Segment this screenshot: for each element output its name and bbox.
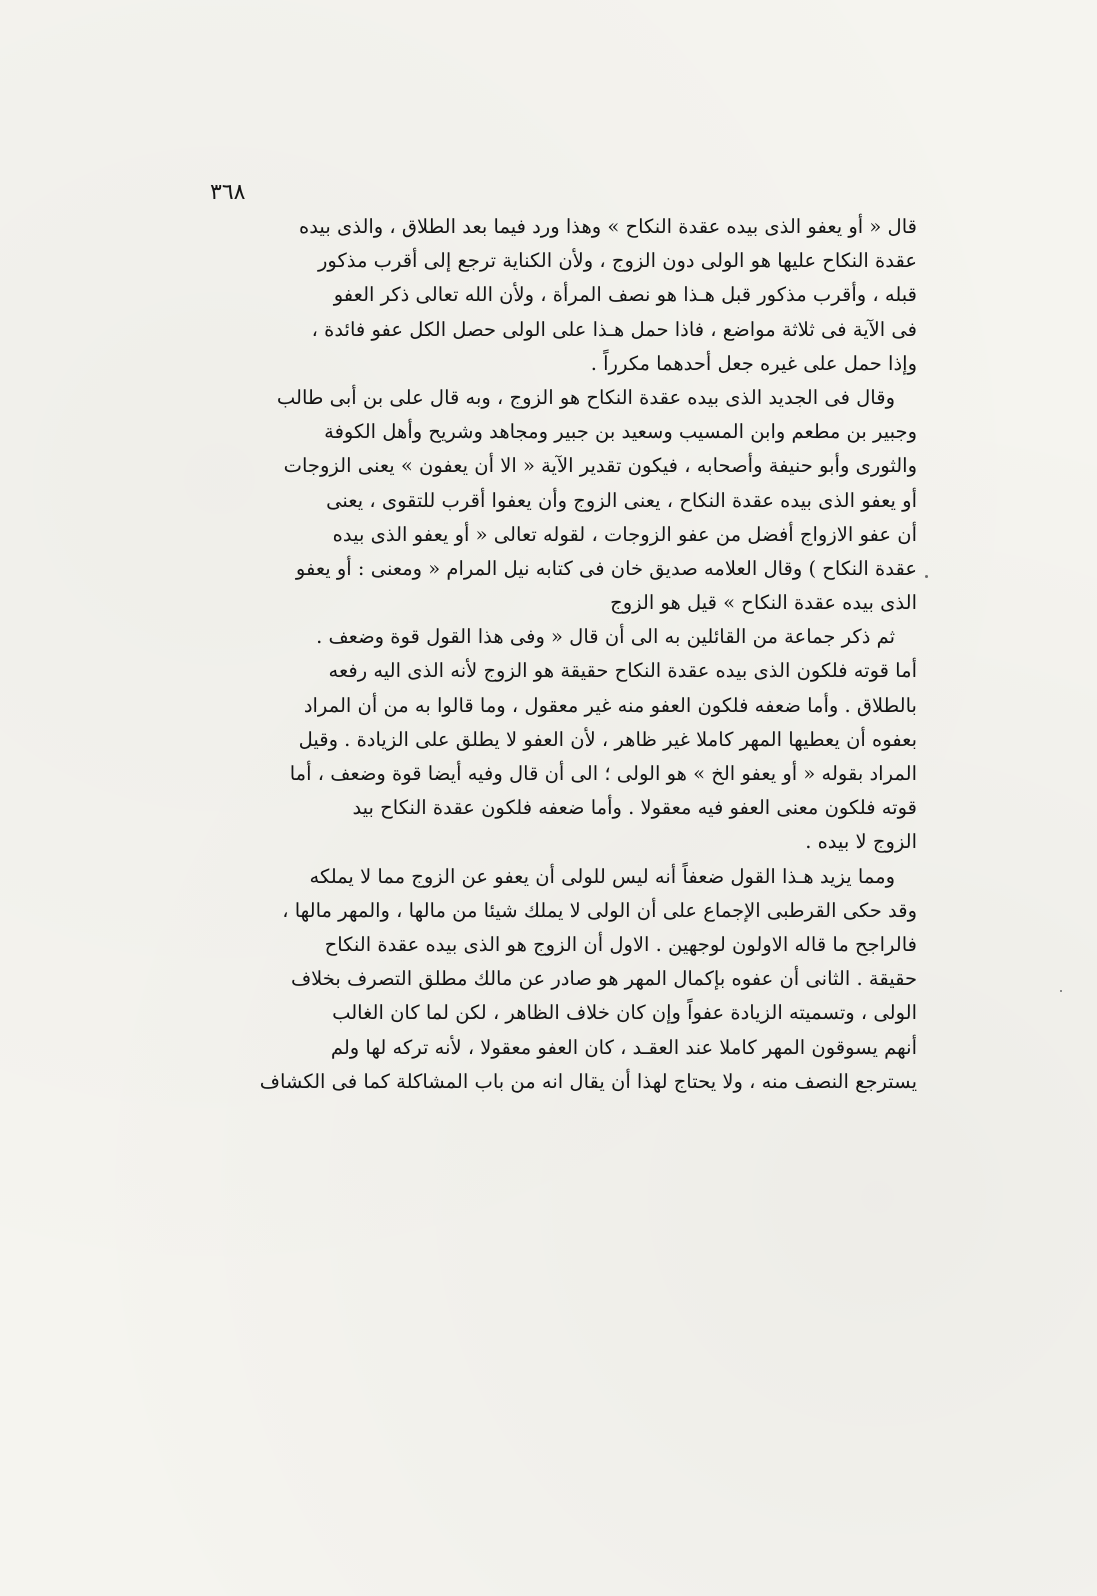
scan-speck [925,575,928,578]
text-line: بعفوه أن يعطيها المهر كاملا غير ظاهر ، لأن العفو لا يطلق على الزيادة . وقيل [298,727,917,751]
text-line: عقدة النكاح عليها هو الولى دون الزوج ، ولأن الكناية ترجع إلى أقرب مذكور [317,249,917,273]
text-line: حقيقة . الثانى أن عفوه بإكمال المهر هو صادر عن مالك مطلق التصرف بخلاف [290,967,917,991]
text-line: قوته فلكون معنى العفو فيه معقولا . وأما ضعفه فلكون عقدة النكاح بيد [352,796,917,820]
page-number: ٣٦٨ [210,180,246,205]
text-line: فالراجح ما قاله الاولون لوجهين . الاول أن الزوج هو الذى بيده عقدة النكاح [324,932,917,956]
text-line: الزوج لا بيده . [805,830,917,854]
text-line: وقال فى الجديد الذى بيده عقدة النكاح هو الزوج ، وبه قال على بن أبى طالب [276,385,895,409]
text-line: قبله ، وأقرب مذكور قبل هـذا هو نصف المرأة ، ولأن الله تعالى ذكر العفو [333,283,917,307]
text-line: ثم ذكر جماعة من القائلين به الى أن قال « وفى هذا القول قوة وضعف . [316,625,895,649]
text-line: أما قوته فلكون الذى بيده عقدة النكاح حقيقة هو الزوج لأنه الذى اليه رفعه [328,659,917,683]
text-line: أن عفو الازواج أفضل من عفو الزوجات ، لقوله تعالى « أو يعفو الذى بيده [332,522,917,546]
text-line: وقد حكى القرطبى الإجماع على أن الولى لا يملك شيئا من مالها ، والمهر مالها ، [282,898,917,922]
body-text [172,210,917,1099]
scan-speck [1060,990,1062,992]
text-line: قال « أو يعفو الذى بيده عقدة النكاح » وهذا ورد فيما بعد الطلاق ، والذى بيده [298,215,917,238]
text-line: والثورى وأبو حنيفة وأصحابه ، فيكون تقدير الآية « الا أن يعفون » يعنى الزوجات [283,454,917,478]
text-line: أنهم يسوقون المهر كاملا عند العقـد ، كان العفو معقولا ، لأنه تركه لها ولم [330,1035,917,1059]
text-line: المراد بقوله « أو يعفو الخ » هو الولى ؛ الى أن قال وفيه أيضا قوة وضعف ، أما [289,762,917,785]
text-line: يسترجع النصف منه ، ولا يحتاج لهذا أن يقال انه من باب المشاكلة كما فى الكشاف [259,1069,917,1093]
text-line: فى الآية فى ثلاثة مواضع ، فاذا حمل هـذا على الولى حصل الكل عفو فائدة ، [311,317,917,341]
text-line: الولى ، وتسميته الزيادة عفواً وإن كان خلاف الظاهر ، لكن لما كان الغالب [332,1001,917,1025]
text-line: عقدة النكاح ) وقال العلامه صديق خان فى كتابه نيل المرام « ومعنى : أو يعفو [295,556,917,580]
text-line: بالطلاق . وأما ضعفه فلكون العفو منه غير معقول ، وما قالوا به من أن المراد [303,693,917,717]
text-line: وإذا حمل على غيره جعل أحدهما مكرراً . [590,351,917,375]
text-line: الذى بيده عقدة النكاح » قيل هو الزوج [610,591,917,615]
text-line: أو يعفو الذى بيده عقدة النكاح ، يعنى الزوج وأن يعفوا أقرب للتقوى ، يعنى [326,488,917,512]
text-line: ومما يزيد هـذا القول ضعفاً أنه ليس للولى أن يعفو عن الزوج مما لا يملكه [309,864,895,888]
text-line: وجبير بن مطعم وابن المسيب وسعيد بن جبير ومجاهد وشريح وأهل الكوفة [324,420,917,444]
